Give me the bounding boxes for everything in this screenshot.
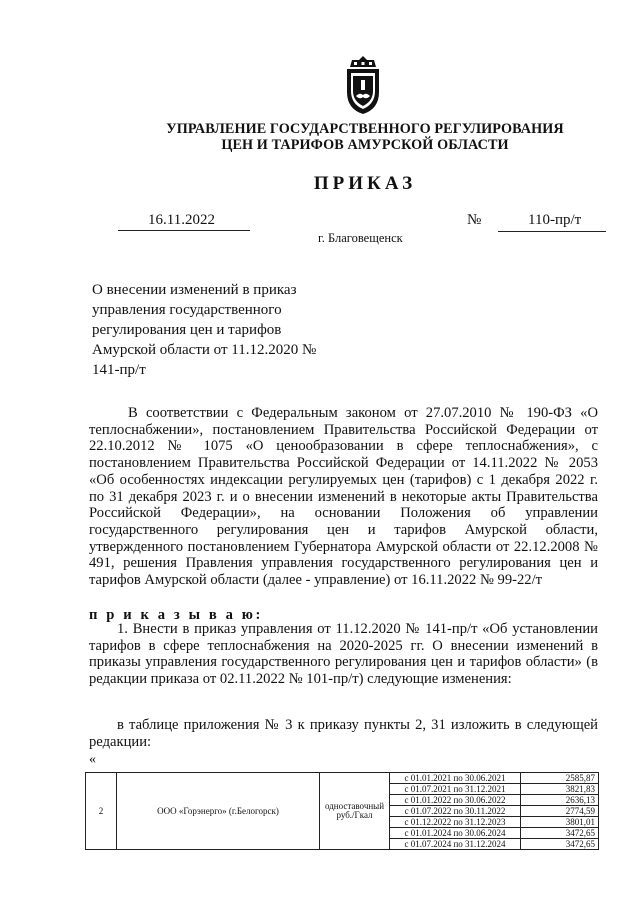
order-word: п р и к а з ы в а ю: xyxy=(89,607,263,623)
tariff-type-cell: одноставочный руб./Гкал xyxy=(320,773,390,850)
period-cell: с 01.01.2021 по 30.06.2021 xyxy=(390,773,521,784)
value-cell: 3472,65 xyxy=(521,828,599,839)
document-title: ПРИКАЗ xyxy=(313,173,417,194)
order-subject: О внесении изменений в приказ управления государственного регулирования цен и тарифов Амурской области от 11.12.2020 № 141-пр/т xyxy=(92,282,317,378)
value-cell: 3821,83 xyxy=(521,784,599,795)
value-cell: 3801,01 xyxy=(521,817,599,828)
row-number-cell: 2 xyxy=(86,773,117,850)
item-1-text: в таблице приложения № 3 к приказу пункты 2, 31 изложить в следующей редакции: xyxy=(89,717,598,750)
value-cell: 2585,87 xyxy=(521,773,599,784)
number-underline xyxy=(498,231,606,232)
open-quote: « xyxy=(89,752,96,767)
value-cell: 3472,65 xyxy=(521,839,599,850)
period-cell: с 01.01.2022 по 30.06.2022 xyxy=(390,795,521,806)
organization-name-line1: УПРАВЛЕНИЕ ГОСУДАРСТВЕННОГО РЕГУЛИРОВАНИЯ xyxy=(166,121,564,137)
period-cell: с 01.12.2022 по 31.12.2023 xyxy=(390,817,521,828)
period-cell: с 01.01.2024 по 30.06.2024 xyxy=(390,828,521,839)
coat-of-arms-icon xyxy=(343,54,383,116)
period-cell: с 01.07.2024 по 31.12.2024 xyxy=(390,839,521,850)
number-sign: № xyxy=(467,212,482,228)
table-row xyxy=(86,773,599,784)
organization-name-line2: ЦЕН И ТАРИФОВ АМУРСКОЙ ОБЛАСТИ xyxy=(221,137,509,153)
date-underline xyxy=(118,230,250,231)
city: г. Благовещенск xyxy=(318,231,403,245)
preamble-paragraph: В соответствии с Федеральным законом от 27.07.2010 № 190-ФЗ «О теплоснабжении», постановлением Правительства Российской Федерации от 22.10.2012 № 1075 «О ценообразовании в сфере теплоснабжения», с постановлением Правительства Российской Федерации от 14.11.2022 № 2053 «Об особенностях индексации регулируемых цен (тарифов) с 1 декабря 2022 г. по 31 декабря 2023 г. и о внесении изменений в некоторые акты Правительства Российской Федерации», на основании Положения об управлении государственного регулирования цен и тарифов Амурской области, утвержденного постановлением Губернатора Амурской области от 22.12.2008 № 491, решения Правления управления государственного регулирования цен и тарифов Амурской области (далее - управление) от 16.11.2022 № 99-22/т xyxy=(89,405,598,589)
period-cell: с 01.07.2022 по 30.11.2022 xyxy=(390,806,521,817)
item-1-paragraph: 1. Внести в приказ управления от 11.12.2020 № 141-пр/т «Об установлении тарифов в сфере теплоснабжения на 2020-2025 гг. О внесении изменений в приказы управления государственного регулирования цен и тарифов области» (в редакции приказа от 02.11.2022 № 101-пр/т) следующие изменения: xyxy=(89,621,598,688)
organization-cell: ООО «Горэнерго» (г.Белогорск) xyxy=(117,773,320,850)
value-cell: 2774,59 xyxy=(521,806,599,817)
order-date: 16.11.2022 xyxy=(148,212,215,228)
period-cell: с 01.07.2021 по 31.12.2021 xyxy=(390,784,521,795)
order-number: 110-пр/т xyxy=(528,212,582,228)
value-cell: 2636,13 xyxy=(521,795,599,806)
tariff-table xyxy=(85,772,599,850)
